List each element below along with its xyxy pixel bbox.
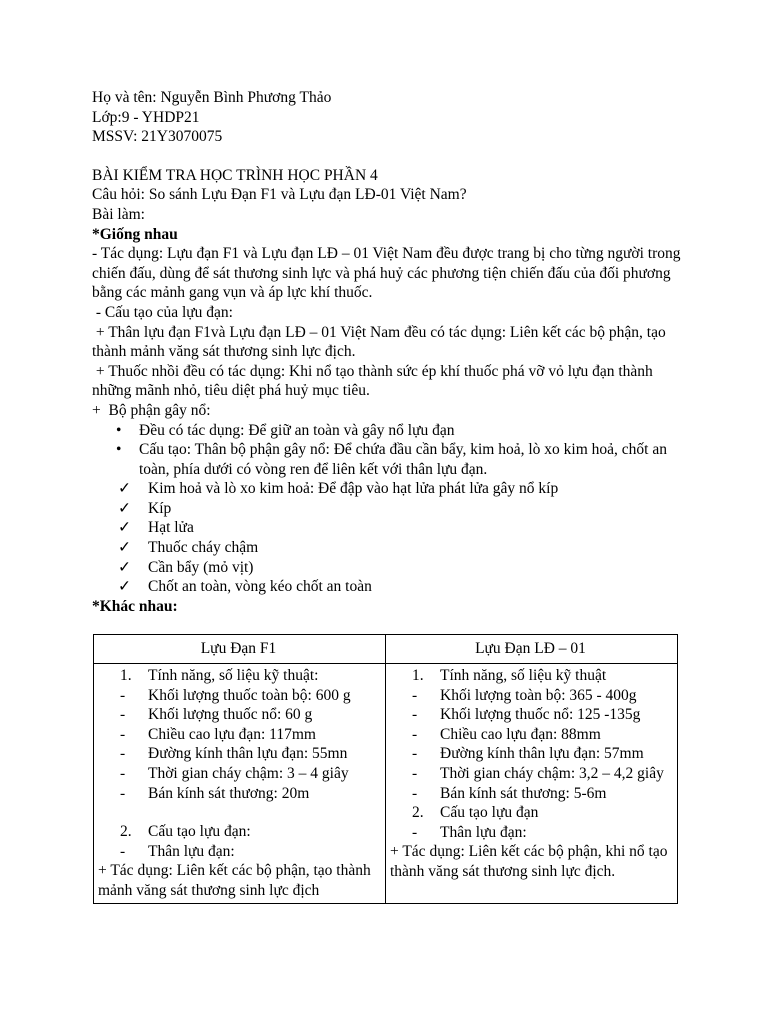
check-item xyxy=(92,538,682,558)
list-item xyxy=(98,705,379,725)
list-number: 2. xyxy=(412,804,424,822)
student-id: MSSV: 21Y3070075 xyxy=(92,128,223,146)
check-text: Thuốc cháy chậm xyxy=(148,539,259,557)
bullet-text: Cấu tạo: Thân bộ phận gây nổ: Để chứa đầu cần bẩy, kim hoả, lò xo kim hoả, chốt an toàn, phía dưới có vòng ren để liên kết với thân lựu đạn. xyxy=(139,441,667,478)
struct-item: Thân lựu đạn: xyxy=(440,823,527,841)
list-item xyxy=(390,823,671,843)
struct-effect: + Tác dụng: Liên kết các bộ phận, tạo thành mảnh văng sát thương sinh lực địch xyxy=(98,862,371,899)
check-text: Chốt an toàn, vòng kéo chốt an toàn xyxy=(148,578,372,596)
check-icon: ✓ xyxy=(118,578,131,596)
list-item xyxy=(98,784,379,804)
dash-marker: - xyxy=(412,784,418,802)
list-item xyxy=(390,764,671,784)
spec-text: Bán kính sát thương: 20m xyxy=(148,784,310,802)
dash-marker: - xyxy=(120,725,126,743)
spec-text: Khối lượng toàn bộ: 365 - 400g xyxy=(440,686,637,704)
check-item xyxy=(92,499,682,519)
check-icon: ✓ xyxy=(118,558,131,576)
bullet-item xyxy=(92,421,682,441)
check-icon: ✓ xyxy=(118,499,131,517)
list-item xyxy=(390,744,671,764)
spec-text: Thời gian cháy chậm: 3,2 – 4,2 giây xyxy=(440,764,664,782)
question: Câu hỏi: So sánh Lựu Đạn F1 và Lựu đạn LĐ-01 Việt Nam? xyxy=(92,186,467,204)
spec-text: Đường kính thân lựu đạn: 57mm xyxy=(440,745,644,763)
struct-title: Cấu tạo lựu đạn: xyxy=(148,823,251,841)
dash-marker: - xyxy=(120,745,126,763)
table-header-row xyxy=(94,635,678,664)
comparison-table xyxy=(93,634,678,904)
spec-text: Chiều cao lựu đạn: 88mm xyxy=(440,725,601,743)
check-item xyxy=(92,479,682,499)
blank-line xyxy=(98,803,379,822)
dash-marker: - xyxy=(120,706,126,724)
list-item xyxy=(390,666,671,686)
similar-charge: + Thuốc nhồi đều có tác dụng: Khi nổ tạo thành sức ép khí thuốc phá vỡ vỏ lựu đạn thành những mãnh nhỏ, tiêu diệt phá huỷ mục tiêu. xyxy=(92,362,657,400)
dash-marker: - xyxy=(412,764,418,782)
check-text: Kim hoả và lò xo kim hoả: Để đập vào hạt lửa phát lửa gây nổ kíp xyxy=(148,480,559,498)
struct-item: Thân lựu đạn: xyxy=(148,842,235,860)
ld01-cell xyxy=(386,664,678,904)
document-body xyxy=(92,88,682,616)
spec-text: Chiều cao lựu đạn: 117mm xyxy=(148,725,316,743)
list-item xyxy=(98,842,379,862)
check-item xyxy=(92,558,682,578)
list-number: 2. xyxy=(120,823,132,841)
similar-structure: - Cấu tạo của lựu đạn: xyxy=(92,303,233,321)
check-icon: ✓ xyxy=(118,480,131,498)
list-item xyxy=(98,744,379,764)
answer-label: Bài làm: xyxy=(92,205,145,223)
list-item xyxy=(98,822,379,842)
check-icon: ✓ xyxy=(118,539,131,557)
student-name: Họ và tên: Nguyễn Bình Phương Thảo xyxy=(92,89,332,106)
table-header-f1: Lựu Đạn F1 xyxy=(94,635,386,664)
similar-effect: - Tác dụng: Lựu đạn F1 và Lựu đạn LĐ – 01 Việt Nam đều được trang bị cho từng người trong chiến đấu, dùng để sát thương sinh lực và phá huỷ các phương tiện chiến đấu của đối phương bằng các mảnh gang vụn và áp lực khí thuốc. xyxy=(92,245,681,302)
struct-effect: + Tác dụng: Liên kết các bộ phận, khi nổ tạo thành văng sát thương sinh lực địch. xyxy=(390,843,668,880)
f1-cell xyxy=(94,664,386,904)
blank-line xyxy=(92,147,682,166)
dash-marker: - xyxy=(412,686,418,704)
dash-marker: - xyxy=(120,764,126,782)
check-item xyxy=(92,577,682,597)
bullet-icon: • xyxy=(116,441,122,459)
spec-text: Khối lượng thuốc nổ: 125 -135g xyxy=(440,706,641,724)
list-item xyxy=(98,725,379,745)
list-item xyxy=(390,784,671,804)
list-number: 1. xyxy=(120,667,132,684)
list-item xyxy=(390,686,671,706)
spec-text: Khối lượng thuốc toàn bộ: 600 g xyxy=(148,686,351,704)
list-number: 1. xyxy=(412,667,424,684)
similar-heading: *Giống nhau xyxy=(92,225,178,243)
check-text: Cần bẩy (mỏ vịt) xyxy=(148,558,254,576)
list-item xyxy=(390,705,671,725)
list-item xyxy=(98,666,379,686)
bullet-text: Đều có tác dụng: Để giữ an toàn và gây nổ lựu đạn xyxy=(139,421,455,439)
list-item xyxy=(98,764,379,784)
list-item xyxy=(98,686,379,706)
similar-body: + Thân lựu đạn F1và Lựu đạn LĐ – 01 Việt Nam đều có tác dụng: Liên kết các bộ phận, tạo thành mảnh văng sát thương sinh lực địch. xyxy=(92,323,670,361)
table-row xyxy=(94,664,678,904)
spec-title: Tính năng, số liệu kỹ thuật: xyxy=(148,667,319,684)
student-class: Lớp:9 - YHDP21 xyxy=(92,108,200,126)
dash-marker: - xyxy=(412,823,418,841)
check-text: Hạt lửa xyxy=(148,519,194,537)
spec-text: Bán kính sát thương: 5-6m xyxy=(440,784,607,802)
list-item xyxy=(390,725,671,745)
dash-marker: - xyxy=(412,745,418,763)
test-title: BÀI KIỂM TRA HỌC TRÌNH HỌC PHẦN 4 xyxy=(92,166,378,184)
bullet-item xyxy=(92,440,682,479)
spec-text: Khối lượng thuốc nổ: 60 g xyxy=(148,706,313,724)
bullet-icon: • xyxy=(116,421,122,439)
spec-text: Đường kính thân lựu đạn: 55mn xyxy=(148,745,348,763)
dash-marker: - xyxy=(412,725,418,743)
dash-marker: - xyxy=(412,706,418,724)
spec-text: Thời gian cháy chậm: 3 – 4 giây xyxy=(148,764,349,782)
different-heading: *Khác nhau: xyxy=(92,597,178,615)
check-icon: ✓ xyxy=(118,519,131,537)
check-text: Kíp xyxy=(148,499,172,517)
similar-fuse: + Bộ phận gây nổ: xyxy=(92,401,211,419)
table-header-ld01: Lựu Đạn LĐ – 01 xyxy=(386,635,678,664)
spec-title: Tính năng, số liệu kỹ thuật xyxy=(440,667,607,684)
check-item xyxy=(92,518,682,538)
dash-marker: - xyxy=(120,784,126,802)
struct-title: Cấu tạo lựu đạn xyxy=(440,804,539,822)
dash-marker: - xyxy=(120,686,126,704)
list-item xyxy=(390,803,671,823)
dash-marker: - xyxy=(120,842,126,860)
